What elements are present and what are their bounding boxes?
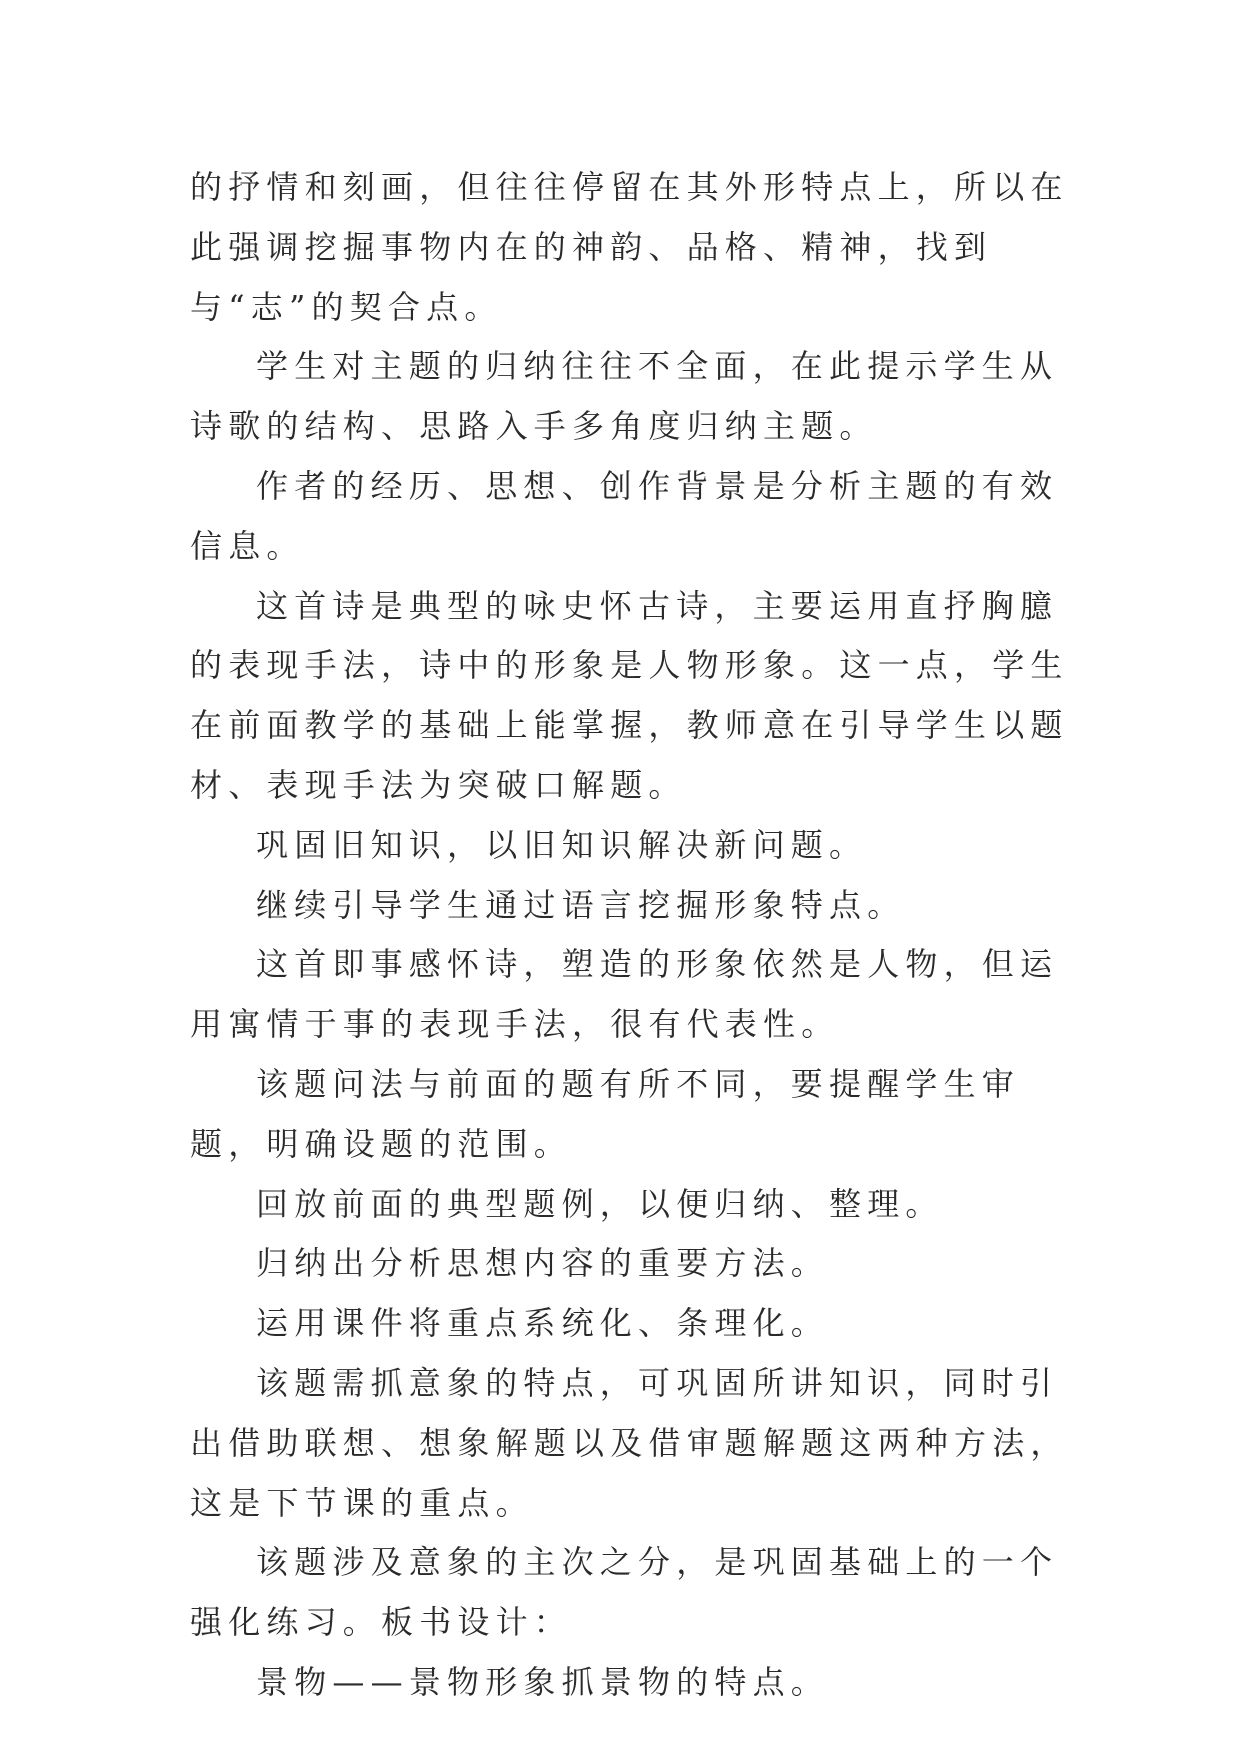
- paragraph-6: 继续引导学生通过语言挖掘形象特点。: [256, 885, 906, 924]
- paragraph-10: 归纳出分析思想内容的重要方法。: [256, 1244, 830, 1283]
- paragraph-14: 景物——景物形象抓景物的特点。: [256, 1662, 830, 1701]
- paragraph-11: 运用课件将重点系统化、条理化。: [256, 1304, 830, 1343]
- paragraph-3: 作者的经历、思想、创作背景是分析主题的有效信息。: [190, 466, 1059, 565]
- paragraph-9: 回放前面的典型题例，以便归纳、整理。: [256, 1184, 944, 1223]
- paragraph-7: 这首即事感怀诗，塑造的形象依然是人物，但运用寓情于事的表现手法，很有代表性。: [190, 945, 1059, 1044]
- paragraph-4: 这首诗是典型的咏史怀古诗，主要运用直抒胸臆的表现手法，诗中的形象是人物形象。这一点，学生在前面教学的基础上能掌握，教师意在引导学生以题材、表现手法为突破口解题。: [190, 586, 1069, 804]
- paragraph-12: 该题需抓意象的特点，可巩固所讲知识，同时引出借助联想、想象解题以及借审题解题这两种方法，这是下节课的重点。: [190, 1363, 1069, 1522]
- document-body: [190, 158, 1070, 1713]
- paragraph-5: 巩固旧知识，以旧知识解决新问题。: [256, 825, 868, 864]
- paragraph-2: 学生对主题的归纳往往不全面，在此提示学生从诗歌的结构、思路入手多角度归纳主题。: [190, 347, 1059, 446]
- paragraph-1: 的抒情和刻画，但往往停留在其外形特点上，所以在此强调挖掘事物内在的神韵、品格、精神，找到与“志”的契合点。: [190, 168, 1069, 326]
- paragraph-13: 该题涉及意象的主次之分，是巩固基础上的一个强化练习。板书设计：: [190, 1543, 1059, 1642]
- paragraph-8: 该题问法与前面的题有所不同，要提醒学生审题，明确设题的范围。: [190, 1064, 1021, 1163]
